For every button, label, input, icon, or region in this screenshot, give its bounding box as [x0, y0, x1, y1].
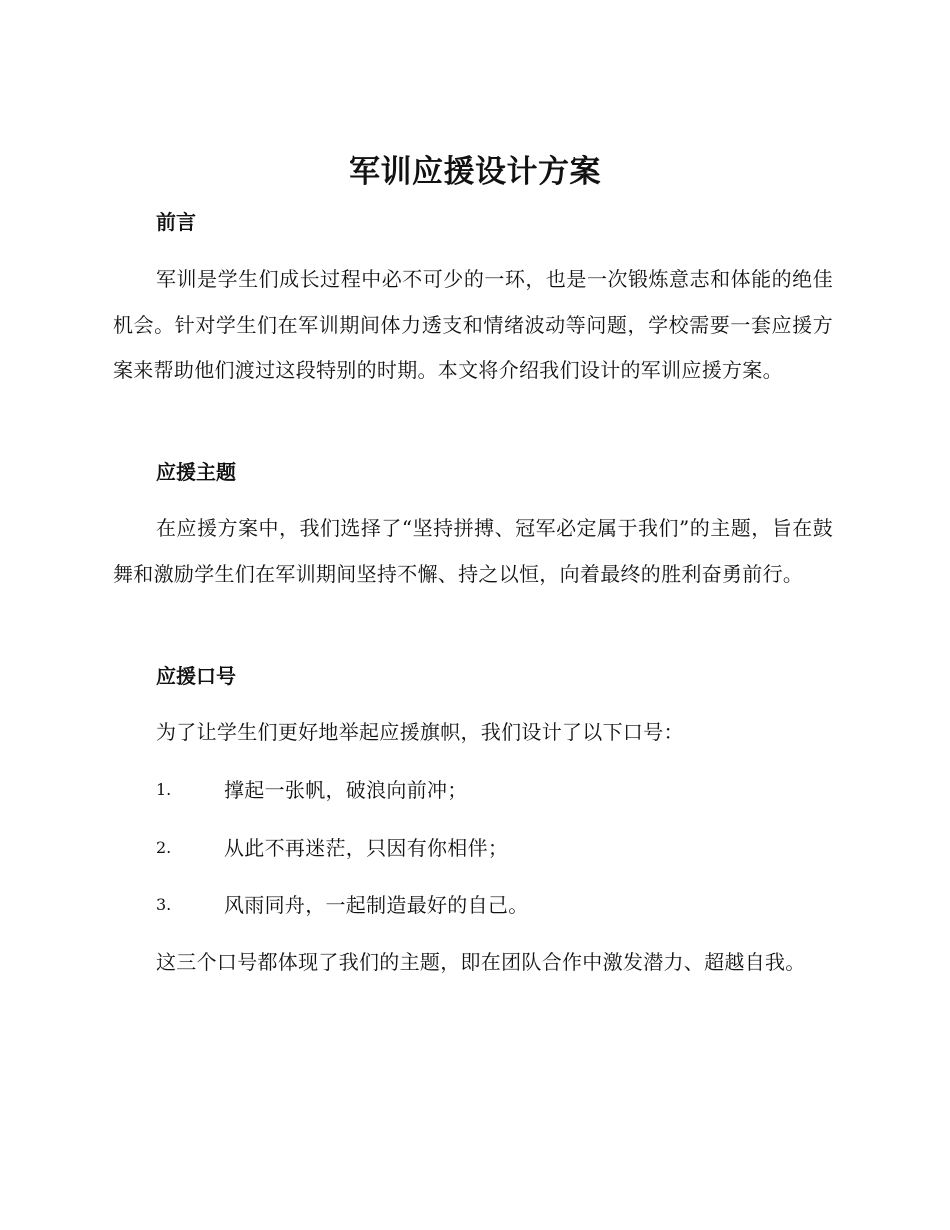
list-item-number: 3.	[156, 895, 172, 914]
section-heading-slogans: 应援口号	[156, 664, 236, 688]
preface-paragraph: 军训是学生们成长过程中必不可少的一环，也是一次锻炼意志和体能的绝佳机会。针对学生们在军训期间体力透支和情绪波动等问题，学校需要一套应援方案来帮助他们渡过这段特别的时期。本文将介绍我们设计的军训应援方案。	[113, 267, 833, 382]
slogans-intro-paragraph: 为了让学生们更好地举起应援旗帜，我们设计了以下口号：	[156, 720, 684, 744]
document-title: 军训应援设计方案	[349, 154, 601, 190]
section-heading-preface: 前言	[156, 210, 196, 234]
section-heading-theme: 应援主题	[156, 460, 236, 484]
list-item-number: 2.	[156, 838, 172, 857]
slogans-conclusion-paragraph: 这三个口号都体现了我们的主题，即在团队合作中激发潜力、超越自我。	[156, 950, 806, 974]
list-item-text: 撑起一张帆，破浪向前冲；	[224, 778, 468, 802]
list-item-text: 风雨同舟，一起制造最好的自己。	[224, 893, 529, 917]
theme-paragraph: 在应援方案中，我们选择了“坚持拼搏、冠军必定属于我们”的主题，旨在鼓舞和激励学生们在军训期间坚持不懈、持之以恒，向着最终的胜利奋勇前行。	[113, 516, 833, 586]
list-item-text: 从此不再迷茫，只因有你相伴；	[224, 836, 509, 860]
list-item-number: 1.	[156, 780, 172, 799]
